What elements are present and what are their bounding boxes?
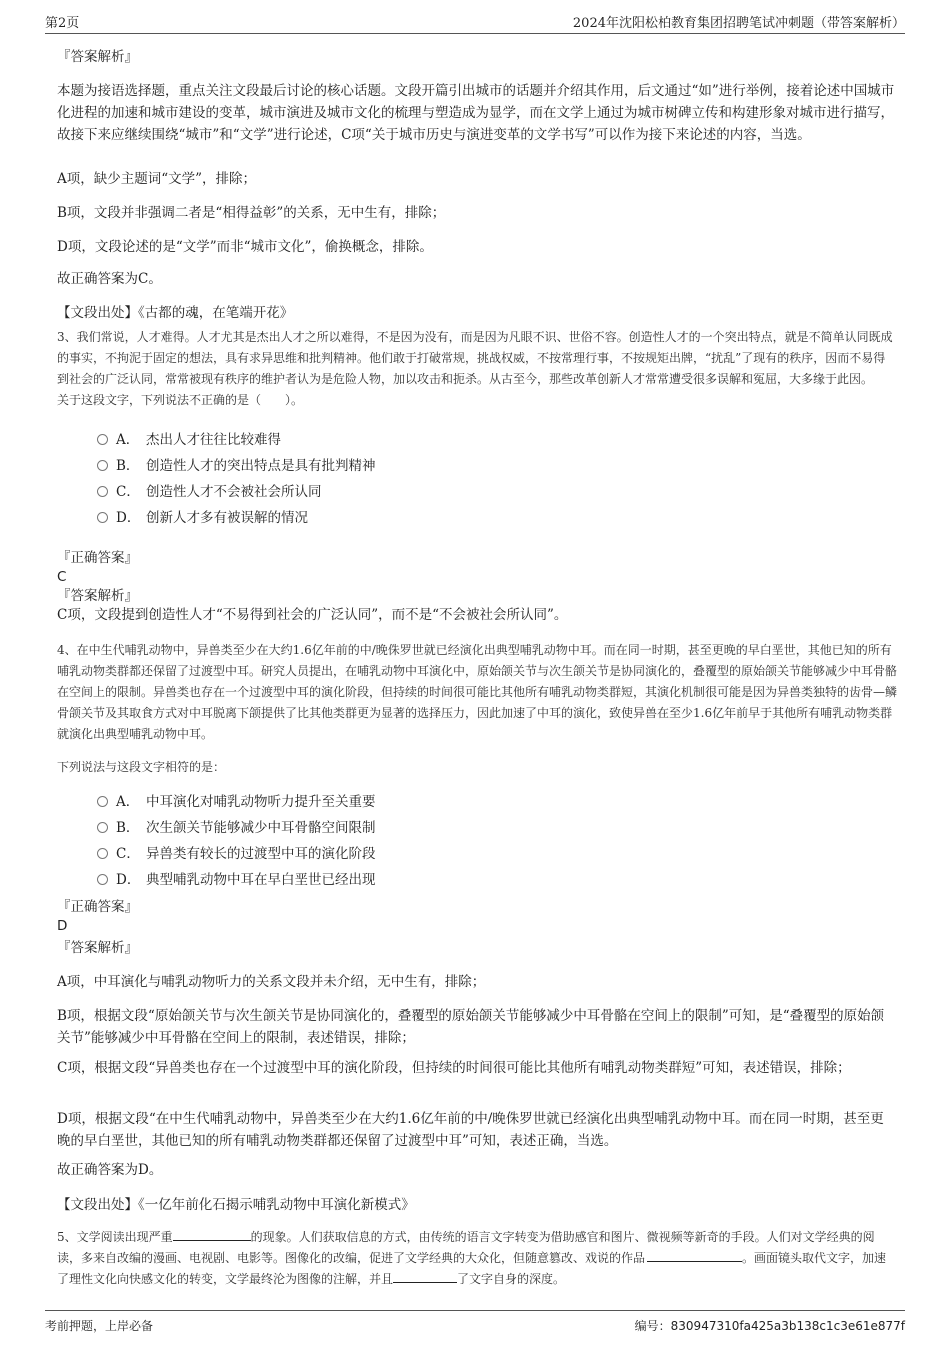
analysis-label: 『答案解析』 <box>57 940 138 956</box>
q3-option-b[interactable] <box>97 456 376 476</box>
analysis-label: 『答案解析』 <box>57 588 138 604</box>
analysis-text: C项，文段提到创造性人才“不易得到社会的广泛认同”，而不是“不会被社会所认同”。 <box>57 607 568 623</box>
q3-option-c[interactable] <box>97 482 322 502</box>
option-text: 次生颌关节能够减少中耳骨骼空间限制 <box>146 820 376 836</box>
stem-text: 的现象。人们获取信息的方式，由传统的语言文字转变为借助感官和图片、微视频等新奇的手段。人们对文学经典的阅读，多来自改编的漫画、电视剧、电影等。图像化的改编，促进了文学经典的大众化，但随意篡改、戏说的作品 <box>57 1230 875 1265</box>
analysis-text: D项，根据文段“在中生代哺乳动物中，异兽类至少在大约1.6亿年前的中/晚侏罗世就已经演化出典型哺乳动物中耳。而在同一时期，甚至更晚的早白垩世，其他已知的所有哺乳动物类群都还保留了过渡型中耳”可知，表述正确，当选。 <box>57 1111 884 1149</box>
option-text: 典型哺乳动物中耳在早白垩世已经出现 <box>146 872 376 888</box>
q3-answer-block <box>57 549 897 625</box>
q4-option-b[interactable] <box>97 818 376 838</box>
option-letter: C． <box>116 846 140 862</box>
radio-icon[interactable] <box>97 434 108 445</box>
option-letter: D． <box>116 510 141 526</box>
stem-text: 5、文学阅读出现严重 <box>57 1230 173 1244</box>
q2-source <box>57 302 897 324</box>
footer-slogan: 考前押题，上岸必备 <box>45 1319 154 1333</box>
q4-final-answer <box>57 1159 897 1181</box>
source-text: 【文段出处】《古都的魂，在笔端开花》 <box>57 305 294 321</box>
q2-option-a-analysis <box>57 168 897 190</box>
answer-value: D <box>57 918 68 934</box>
q3-option-a[interactable] <box>97 430 281 450</box>
answer-label: 『正确答案』 <box>57 899 138 915</box>
analysis-text: B项，根据文段“原始颌关节与次生颌关节是协同演化的，叠覆型的原始颌关节能够减少中耳骨骼在空间上的限制”可知，是“叠覆型的原始颌关节”能够减少中耳骨骼在空间上的限制，表述错误，排除； <box>57 1008 885 1046</box>
q4-source <box>57 1194 897 1216</box>
option-letter: A． <box>116 794 140 810</box>
radio-icon[interactable] <box>97 796 108 807</box>
question-stem: 3、我们常说，人才难得。人才尤其是杰出人才之所以难得，不是因为没有，而是因为凡眼不识、世俗不容。创造性人才的一个突出特点，就是不简单认同既成的事实，不拘泥于固定的想法，具有求异思维和批判精神。他们敢于打破常规，挑战权威，不按常理行事，不按规矩出牌，“扰乱”了现有的秩序，因而不易得到社会的广泛认同，常常被现有秩序的维护者认为是危险人物，加以攻击和扼杀。从古至今，那些改革创新人才常常遭受很多误解和冤屈，大多缘于此因。 <box>57 330 893 386</box>
page-header <box>45 0 905 34</box>
option-letter: B． <box>116 820 140 836</box>
analysis-text: 本题为接语选择题，重点关注文段最后讨论的核心话题。文段开篇引出城市的话题并介绍其作用，后文通过“如”进行举例，接着论述中国城市化进程的加速和城市建设的变革，城市演进及城市文化的梳理与塑造成为显学，而在文学上通过为城市树碑立传和构建形象对城市进行描写，故接下来应继续围绕“城市”和“文学”进行论述，C项“关于城市历史与演进变革的文学书写”可以作为接下来论述的内容，当选。 <box>57 83 895 143</box>
document-title: 2024年沈阳松柏教育集团招聘笔试冲刺题（带答案解析） <box>572 16 905 31</box>
stem-text: 了文字自身的深度。 <box>457 1272 566 1286</box>
q3-option-d[interactable] <box>97 508 308 528</box>
radio-icon[interactable] <box>97 512 108 523</box>
q4-option-d[interactable] <box>97 870 376 890</box>
question-stem <box>57 1227 897 1290</box>
q2-option-d-analysis <box>57 236 897 258</box>
q2-analysis-paragraph <box>57 80 897 146</box>
radio-icon[interactable] <box>97 460 108 471</box>
analysis-label: 『答案解析』 <box>57 49 138 65</box>
option-text: 创造性人才不会被社会所认同 <box>146 484 322 500</box>
q4-stem <box>57 640 897 745</box>
analysis-text: A项，缺少主题词“文学”，排除； <box>57 171 257 187</box>
stem-text: 。画面镜头取代文字，加速了理性文化向快感文化的转变，文学最终沦为图像的注解，并且 <box>57 1251 887 1286</box>
q4-option-c[interactable] <box>97 844 376 864</box>
option-text: 中耳演化对哺乳动物听力提升至关重要 <box>146 794 376 810</box>
fill-blank-3[interactable] <box>393 1269 457 1283</box>
q2-option-b-analysis <box>57 202 897 224</box>
analysis-text: A项，中耳演化与哺乳动物听力的关系文段并未介绍，无中生有，排除； <box>57 974 486 990</box>
q4-option-b-analysis <box>57 1005 897 1049</box>
option-text: 创造性人才的突出特点是具有批判精神 <box>146 458 376 474</box>
code-label: 编号： <box>634 1319 671 1333</box>
final-answer-text: 故正确答案为D。 <box>57 1162 163 1178</box>
question-stem: 4、在中生代哺乳动物中，异兽类至少在大约1.6亿年前的中/晚侏罗世就已经演化出典型哺乳动物中耳。而在同一时期，甚至更晚的早白垩世，其他已知的所有哺乳动物类群都还保留了过渡型中耳。研究人员提出，在哺乳动物中耳演化中，原始颌关节与次生颌关节是协同演化的，叠覆型的原始颌关节能够减少中耳骨骼在空间上的限制。异兽类也存在一个过渡型中耳的演化阶段，但持续的时间很可能比其他所有哺乳动物类群短，其演化机制很可能是因为异兽类独特的齿骨—鳞骨颌关节及其取食方式对中耳脱离下颌提供了比其他类群更为显著的选择压力，因此加速了中耳的演化，致使异兽在至少1.6亿年前早于其他所有哺乳动物类群就演化出典型哺乳动物中耳。 <box>57 643 898 741</box>
radio-icon[interactable] <box>97 874 108 885</box>
radio-icon[interactable] <box>97 822 108 833</box>
analysis-text: D项，文段论述的是“文学”而非“城市文化”，偷换概念，排除。 <box>57 239 433 255</box>
q5-stem <box>57 1227 897 1290</box>
option-letter: C． <box>116 484 140 500</box>
question-prompt: 关于这段文字，下列说法不正确的是（ ）。 <box>57 393 304 407</box>
option-text: 杰出人才往往比较难得 <box>146 432 281 448</box>
fill-blank-1[interactable] <box>173 1227 251 1241</box>
option-text: 异兽类有较长的过渡型中耳的演化阶段 <box>146 846 376 862</box>
page-number: 第2页 <box>45 16 80 31</box>
question-prompt: 下列说法与这段文字相符的是： <box>57 760 226 774</box>
option-letter: B． <box>116 458 140 474</box>
fill-blank-2[interactable] <box>647 1248 742 1262</box>
option-letter: A． <box>116 432 140 448</box>
q2-analysis-label-block <box>57 46 897 68</box>
q4-question <box>57 757 897 778</box>
code-value: 830947310fa425a3b138c1c3e61e877f <box>670 1319 905 1333</box>
option-letter: D． <box>116 872 141 888</box>
q4-option-a[interactable] <box>97 792 376 812</box>
q4-option-d-analysis <box>57 1108 897 1152</box>
q4-option-c-analysis <box>57 1057 897 1079</box>
radio-icon[interactable] <box>97 486 108 497</box>
q4-option-a-analysis <box>57 971 897 993</box>
q3-stem <box>57 327 897 411</box>
analysis-text: C项，根据文段“异兽类也存在一个过渡型中耳的演化阶段，但持续的时间很可能比其他所有哺乳动物类群短”可知，表述错误，排除； <box>57 1060 851 1076</box>
q4-answer-block <box>57 898 897 959</box>
document-code <box>635 1317 905 1334</box>
option-text: 创新人才多有被误解的情况 <box>146 510 308 526</box>
page-footer <box>45 1310 905 1341</box>
answer-value: C <box>57 569 67 585</box>
answer-label: 『正确答案』 <box>57 550 138 566</box>
q2-final-answer <box>57 268 897 290</box>
analysis-text: B项，文段并非强调二者是“相得益彰”的关系，无中生有，排除； <box>57 205 446 221</box>
radio-icon[interactable] <box>97 848 108 859</box>
source-text: 【文段出处】《一亿年前化石揭示哺乳动物中耳演化新模式》 <box>57 1197 415 1213</box>
final-answer-text: 故正确答案为C。 <box>57 271 162 287</box>
